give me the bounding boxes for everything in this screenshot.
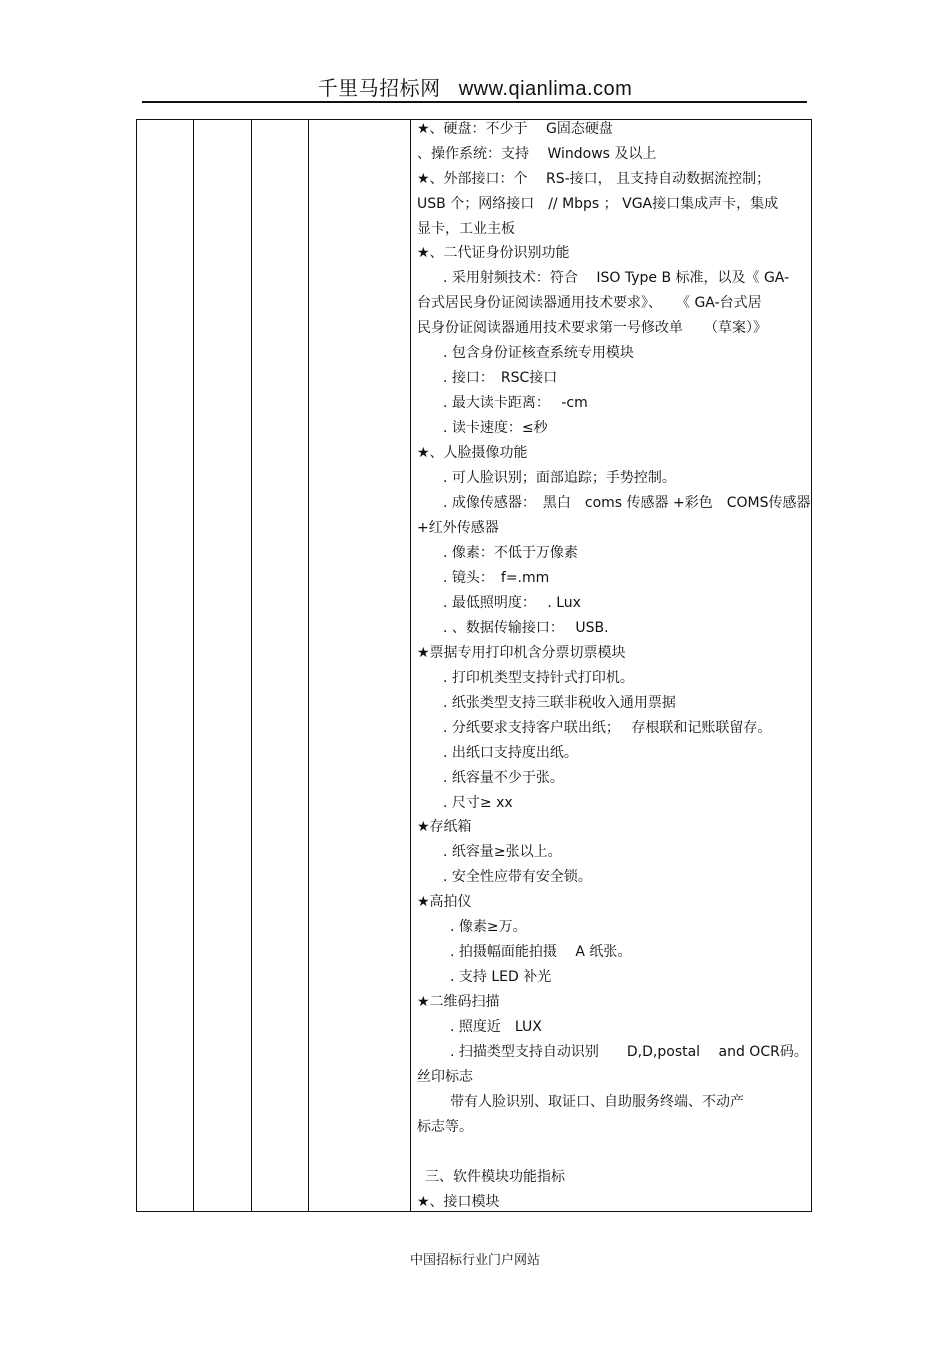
spec-line: 标志等。	[417, 1119, 473, 1135]
spec-line: . 分纸要求支持客户联出纸； 存根联和记账联留存。	[443, 720, 772, 736]
header-rule	[142, 101, 807, 103]
page-header	[0, 72, 950, 101]
spec-heading: ★、接口模块	[417, 1194, 500, 1210]
spec-line: . 支持 LED 补光	[450, 969, 552, 985]
spec-line: . 读卡速度：≤秒	[443, 420, 548, 436]
spec-heading: ★存纸箱	[417, 819, 472, 835]
spec-line: . 包含身份证核查系统专用模块	[443, 345, 634, 361]
spec-line: . 最大读卡距离： -cm	[443, 395, 588, 411]
spec-line: . 拍摄幅面能拍摄 A 纸张。	[450, 944, 632, 960]
spec-line: . 纸张类型支持三联非税收入通用票据	[443, 695, 676, 711]
column-divider	[308, 120, 309, 1211]
spec-line: . 打印机类型支持针式打印机。	[443, 670, 634, 686]
spec-line: . 接口： RSC接口	[443, 370, 558, 386]
spec-line: 丝印标志	[417, 1069, 473, 1085]
spec-line: . 出纸口支持度出纸。	[443, 745, 578, 761]
spec-line: 、操作系统：支持 Windows 及以上	[417, 146, 657, 162]
spec-line: 民身份证阅读器通用技术要求第一号修改单 （草案）》	[417, 320, 767, 336]
spec-line: . 纸容量≥张以上。	[443, 844, 562, 860]
section-title: 三、软件模块功能指标	[425, 1169, 565, 1185]
column-divider	[251, 120, 252, 1211]
site-url[interactable]: www.qianlima.com	[458, 78, 633, 100]
spec-line: . 安全性应带有安全锁。	[443, 869, 592, 885]
spec-heading: ★高拍仪	[417, 894, 472, 910]
spec-line: . 像素：不低于万像素	[443, 545, 578, 561]
spec-line: . 纸容量不少于张。	[443, 770, 564, 786]
spec-line: ★、外部接口：个 RS-接口， 且支持自动数据流控制；	[417, 171, 771, 187]
spec-line: . 最低照明度： . Lux	[443, 595, 581, 611]
spec-heading: ★二维码扫描	[417, 994, 500, 1010]
spec-line: . 扫描类型支持自动识别 D,D,postal and OCR码。	[450, 1044, 808, 1060]
spec-heading: ★、人脸摄像功能	[417, 445, 528, 461]
spec-line: 台式居民身份证阅读器通用技术要求》、 《 GA-台式居	[417, 295, 762, 311]
spec-heading: ★、二代证身份识别功能	[417, 245, 570, 261]
spec-line: . 采用射频技术：符合 ISO Type B 标准，以及《 GA-	[443, 270, 790, 286]
page-footer: 中国招标行业门户网站	[409, 1253, 540, 1268]
spec-line: 带有人脸识别、取证口、自助服务终端、不动产	[450, 1094, 744, 1110]
spec-line: 显卡，工业主板	[417, 221, 515, 237]
column-divider	[193, 120, 194, 1211]
spec-line: . 、数据传输接口： USB.	[443, 620, 609, 636]
spec-line: . 可人脸识别；面部追踪；手势控制。	[443, 470, 676, 486]
column-divider	[410, 120, 411, 1211]
spec-heading: ★票据专用打印机含分票切票模块	[417, 645, 626, 661]
spec-line: . 尺寸≥ xx	[443, 795, 513, 811]
site-name: 千里马招标网	[317, 76, 441, 100]
spec-line: . 镜头： f=.mm	[443, 570, 550, 586]
spec-line: ★、硬盘：不少于 G固态硬盘	[417, 121, 613, 137]
spec-line: USB 个；网络接口 // Mbps ； VGA接口集成声卡，集成	[417, 196, 779, 212]
spec-line: . 照度近 LUX	[450, 1019, 542, 1035]
spec-line: +红外传感器	[417, 520, 499, 536]
spec-line: . 成像传感器： 黑白 coms 传感器 +彩色 COMS传感器	[443, 495, 811, 511]
spec-line: . 像素≥万。	[450, 919, 527, 935]
